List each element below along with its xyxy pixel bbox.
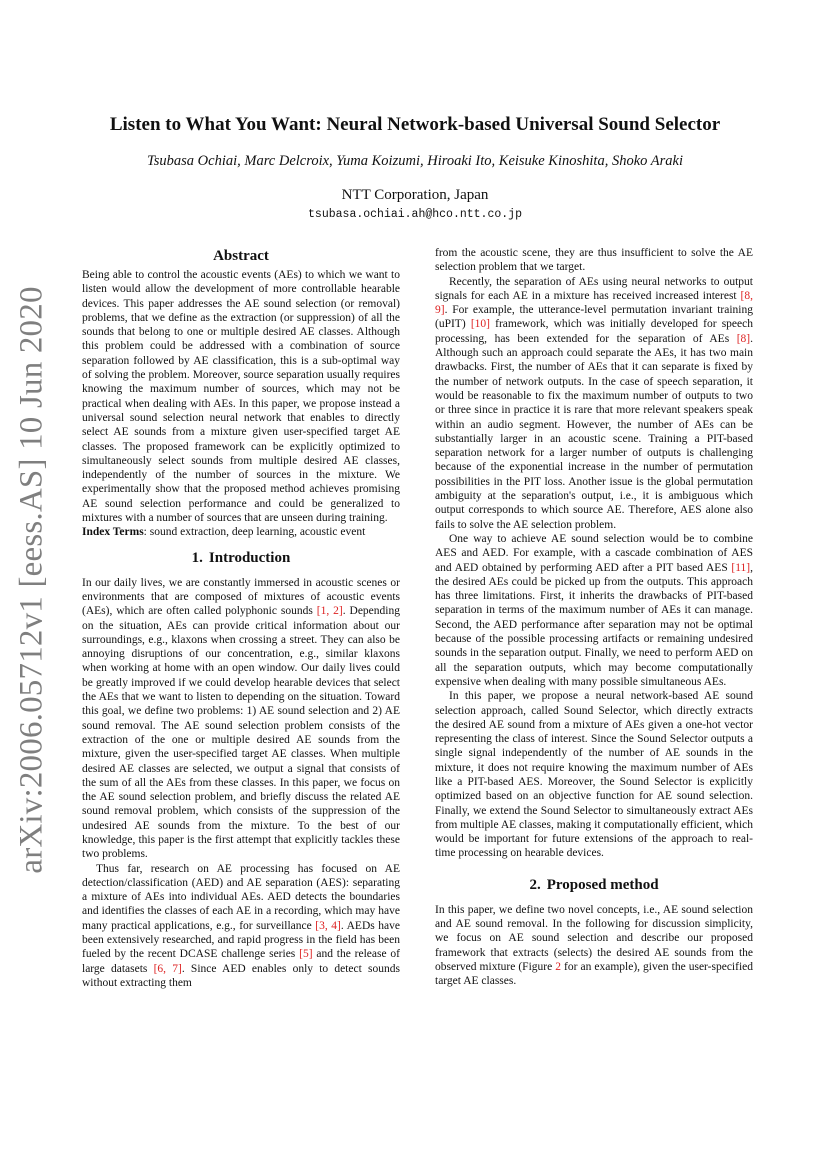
citation-link[interactable]: [6, 7] xyxy=(153,962,182,975)
index-terms-label: Index Terms xyxy=(82,526,144,539)
intro-paragraph-2 xyxy=(82,862,400,991)
citation-link[interactable]: [3, 4] xyxy=(315,919,341,932)
arxiv-stamp xyxy=(8,286,56,874)
left-column xyxy=(82,246,400,990)
text-run: . For example, the utterance-level permutation invariant training (uPIT) xyxy=(435,304,753,331)
abstract-heading: Abstract xyxy=(213,248,269,264)
citation-link[interactable]: [10] xyxy=(470,318,490,331)
index-terms-text: : sound extraction, deep learning, acoustic event xyxy=(143,526,366,539)
text-run: Thus far, research on AE processing has focused on AE detection/classification (AED) and AE separation (AES): separating a mixture of AEs into individual AEs. AED detects the boundaries and identifies the classes of each AE in a recording, which may have many practical applications, e.g., for surveillance xyxy=(82,862,400,932)
affiliation: NTT Corporation, Japan xyxy=(341,187,489,203)
text-run: . AEDs have been extensively researched, and rapid progress in the field has been fueled by the recent DCASE challenge series xyxy=(82,919,400,961)
author-list: Tsubasa Ochiai, Marc Delcroix, Yuma Koizumi, Hiroaki Ito, Keisuke Kinoshita, Shoko Araki xyxy=(147,153,683,169)
citation-link[interactable]: [8, 9] xyxy=(435,289,753,317)
section-2-number: 2. xyxy=(529,876,541,893)
text-run: In this paper, we define two novel concepts, i.e., AE sound selection and AE sound removal. In the following for discussion simplicity, we focus on AE sound selection and describe our proposed framework that extracts (selects) the desired AE sounds from the observed mixture (Figure xyxy=(435,903,753,973)
text-run: for an example), given the user-specified target AE classes. xyxy=(435,960,753,988)
section-1-title: Introduction xyxy=(208,549,291,566)
index-terms xyxy=(82,525,400,539)
intro-paragraph-2-cont: from the acoustic scene, they are thus insufficient to solve the AE selection problem that we target. xyxy=(435,247,753,274)
section-2-title: Proposed method xyxy=(546,876,659,893)
text-run: , the desired AEs could be picked up from the outputs. This approach has three limitations. First, it inherits the drawbacks of PIT-based separation in terms of the maximum number of AEs it can manage. Second, the AED performance after separation may not be optimal because of the possible processing artifacts or remaining undesired sounds in the separation output. Finally, we need to perform AED on all the separation outputs, which may become computationally expensive when dealing with many possible simultaneous AEs. xyxy=(435,561,753,688)
text-run: One way to achieve AE sound selection would be to combine AES and AED. For example, with a cascade combination of AES and AED obtained by performing AED after a PIT based AES xyxy=(435,532,753,574)
section-1-number: 1. xyxy=(191,549,203,566)
section-2-heading xyxy=(435,875,753,895)
method-paragraph-1 xyxy=(435,903,753,989)
text-run: . Depending on the situation, AEs can provide critical information about our surroundings, e.g., klaxons when crossing a street. They can also be annoying disruptions of our concentration, e.g., similar klaxons when working at home with an open window. Our daily lives could be greatly improved if we could develop hearable devices that select the AEs that we want to listen to depending on the situation. Toward this goal, we define two problems: 1) AE sound selection and 2) AE sound removal. The AE sound selection problem consists of the extraction of the one or multiple desired AE sounds from the mixture, given the user-specified target AE classes. When multiple desired AE classes are selected, we output a signal that consists of the sum of all the AEs from these classes. In this paper, we focus on the AE sound selection problem, and briefly discuss the related AE sound removal problem, which consists of the suppression of the undesired AE sounds from the mixture. To the best of our knowledge, this paper is the first attempt that explicitly tackles these two problems. xyxy=(82,605,400,861)
citation-link[interactable]: [5] xyxy=(299,948,313,961)
contact-email: tsubasa.ochiai.ah@hco.ntt.co.jp xyxy=(308,208,522,221)
paper-title: Listen to What You Want: Neural Network-based Universal Sound Selector xyxy=(109,114,721,135)
text-run: . Since AED enables only to detect sounds without extracting them xyxy=(82,962,400,989)
section-1-heading xyxy=(82,548,400,568)
text-run: In our daily lives, we are constantly immersed in acoustic scenes or environments that are composed of mixtures of acoustic events (AEs), which are often called polyphonic sounds xyxy=(82,576,400,618)
intro-paragraph-3 xyxy=(435,275,753,532)
citation-link[interactable]: [8] xyxy=(736,332,751,345)
right-column xyxy=(435,246,753,989)
text-run: framework, which was initially developed for speech processing, has been extended for the separation of AEs xyxy=(435,318,753,345)
intro-paragraph-4 xyxy=(435,532,753,689)
intro-paragraph-1 xyxy=(82,576,400,862)
citation-link[interactable]: [1, 2] xyxy=(316,605,343,618)
text-run: Recently, the separation of AEs using neural networks to output signals for each AE in a mixture has received increased interest xyxy=(435,275,753,302)
intro-paragraph-5: In this paper, we propose a neural network-based AE sound selection approach, called Sound Selector, which directly extracts the desired AE sound from a mixture of AEs given a one-hot vector representing the class of interest. Since the Sound Selector outputs a single signal independently of the number of AE sounds in the mixture, it does not require knowing the maximum number of AEs like a PIT-based AES. Moreover, the Sound Selector is explicitly optimized based on an objective function for AE sound selection. Finally, we extend the Sound Selector to simultaneously extract AEs from multiple AE classes, making it computationally efficient, which would be important for future extensions of the approach to real-time processing on hearable devices. xyxy=(435,690,753,860)
citation-link[interactable]: [11] xyxy=(731,561,751,574)
arxiv-stamp-text: arXiv:2006.05712v1 [eess.AS] 10 Jun 2020 xyxy=(13,286,50,874)
abstract-text: Being able to control the acoustic events (AEs) to which we want to listen would allow the development of more controllable hearable devices. This paper addresses the AE sound selection (or removal) problems, that we define as the extraction (or suppression) of all the sounds that belong to one or multiple desired AE classes. Although this problem could be addressed with a combination of source separation followed by AE classification, this is a sub-optimal way of solving the problem. Moreover, source separation usually requires knowing the maximum number of sources, which may not be practical when dealing with AEs. In this paper, we propose instead a universal sound selection neural network that enables to directly select AE sounds from a mixture given user-specified target AE classes. The proposed framework can be explicitly optimized to simultaneously select sounds from multiple desired AE classes, independently of the number of sources in the mixture. We experimentally show that the proposed method achieves promising AE sound selection performance and could be generalized to mixtures with a number of sources that are unseen during training. xyxy=(82,269,400,525)
figure-link[interactable]: 2 xyxy=(555,960,561,973)
text-run: and the release of large datasets xyxy=(82,948,400,975)
text-run: . Although such an approach could separate the AEs, it has two main drawbacks. First, the number of AEs that it can separate is fixed by the number of network outputs. In the case of speech separation, it would be reasonable to fix the maximum number of outputs to two or three since in practice it is rare that more relevant speakers speak within an audio segment. However, the number of AEs can be substantially larger in an acoustic scene. Training a PIT-based separation network for a larger number of outputs is challenging because of the exponential increase in the number of permutation possibilities in the PIT loss. Another issue is the global permutation ambiguity at the separation's output, i.e., it is ambiguous which output corresponds to which source AE. Therefore, AES alone also fails to solve the AE selection problem. xyxy=(435,332,753,531)
